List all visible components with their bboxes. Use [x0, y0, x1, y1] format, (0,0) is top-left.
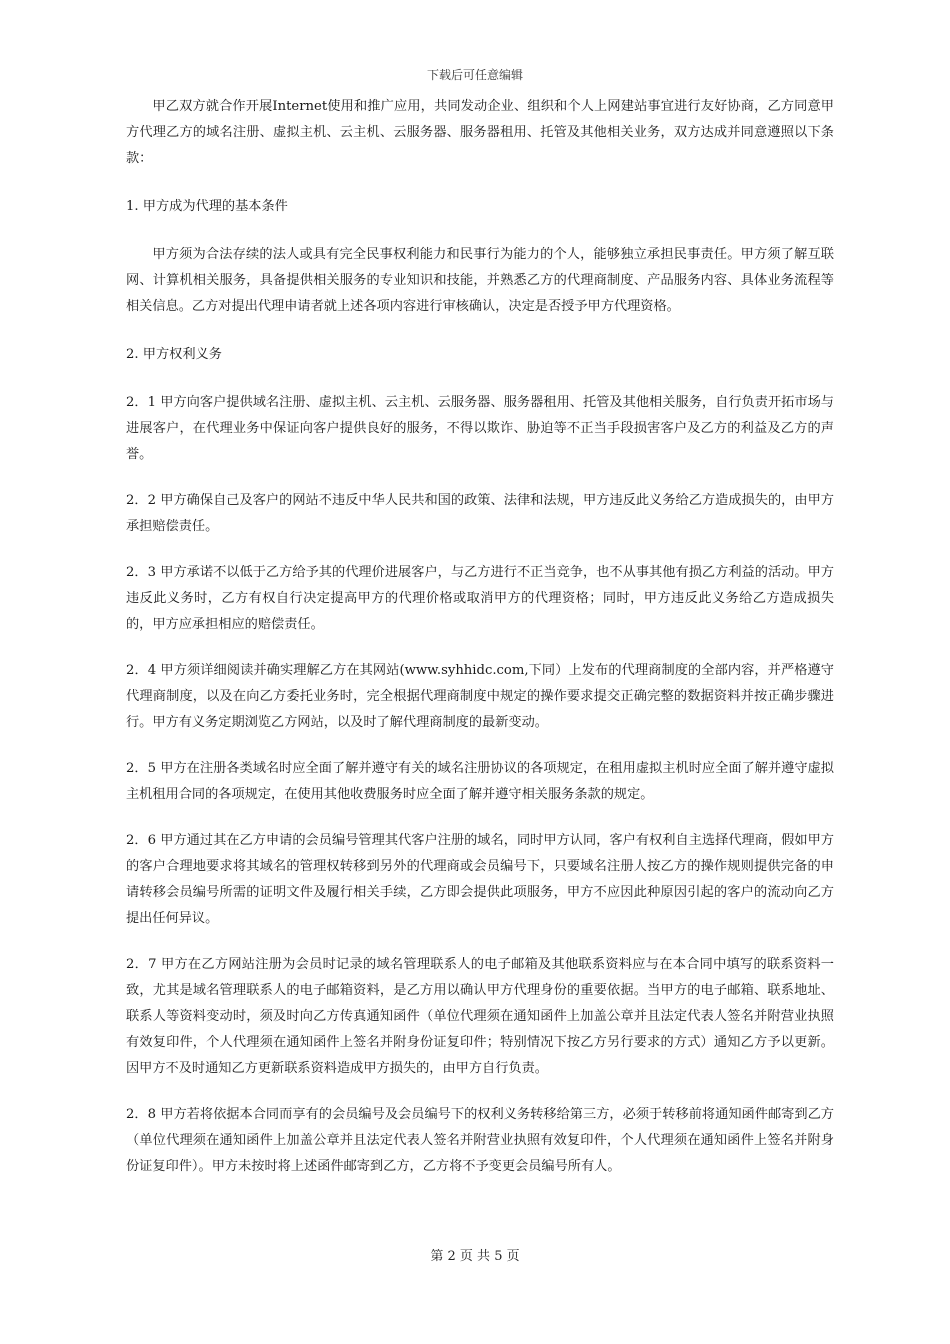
page-number: 第 2 页 共 5 页	[430, 1249, 520, 1264]
clause-2-3: 2．3 甲方承诺不以低于乙方给予其的代理价进展客户，与乙方进行不正当竞争，也不从事其他有损乙方利益的活动。甲方违反此义务时，乙方有权自行决定提高甲方的代理价格或取消甲方的代理资格；同时，甲方违反此义务给乙方造成损失的，甲方应承担相应的赔偿责任。	[126, 565, 834, 632]
clause-2-7: 2．7 甲方在乙方网站注册为会员时记录的域名管理联系人的电子邮箱及其他联系资料应与在本合同中填写的联系资料一致，尤其是域名管理联系人的电子邮箱资料，是乙方用以确认甲方代理身份的重要依据。当甲方的电子邮箱、联系地址、联系人等资料变动时，须及时向乙方传真通知函件（单位代理须在通知函件上加盖公章并且法定代表人签名并附营业执照有效复印件，个人代理须在通知函件上签名并附身份证复印件；特别情况下按乙方另行要求的方式）通知乙方予以更新。因甲方不及时通知乙方更新联系资料造成甲方损失的，由甲方自行负责。	[126, 957, 834, 1076]
section-2-heading: 2. 甲方权利义务	[126, 347, 222, 362]
page-header: 下载后可任意编辑	[426, 68, 523, 82]
clause-2-6: 2．6 甲方通过其在乙方申请的会员编号管理其代客户注册的域名，同时甲方认同，客户有权利自主选择代理商，假如甲方的客户合理地要求将其域名的管理权转移到另外的代理商或会员编号下，只要域名注册人按乙方的操作规则提供完备的申请转移会员编号所需的证明文件及履行相关手续，乙方即会提供此项服务，甲方不应因此种原因引起的客户的流动向乙方提出任何异议。	[126, 833, 834, 926]
clause-2-1: 2．1 甲方向客户提供域名注册、虚拟主机、云主机、云服务器、服务器租用、托管及其他相关服务，自行负责开拓市场与进展客户，在代理业务中保证向客户提供良好的服务，不得以欺诈、胁迫等不正当手段损害客户及乙方的利益及乙方的声誉。	[126, 395, 834, 462]
clause-2-2: 2．2 甲方确保自己及客户的网站不违反中华人民共和国的政策、法律和法规，甲方违反此义务给乙方造成损失的，由甲方承担赔偿责任。	[126, 493, 834, 534]
clause-2-5: 2．5 甲方在注册各类域名时应全面了解并遵守有关的域名注册协议的各项规定，在租用虚拟主机时应全面了解并遵守虚拟主机租用合同的各项规定，在使用其他收费服务时应全面了解并遵守相关服务条款的规定。	[126, 761, 834, 802]
section-1-body: 甲方须为合法存续的法人或具有完全民事权利能力和民事行为能力的个人，能够独立承担民事责任。甲方须了解互联网、计算机相关服务，具备提供相关服务的专业知识和技能，并熟悉乙方的代理商制度、产品服务内容、具体业务流程等相关信息。乙方对提出代理申请者就上述各项内容进行审核确认，决定是否授予甲方代理资格。	[126, 247, 834, 314]
clause-2-4: 2．4 甲方须详细阅读并确实理解乙方在其网站(www.syhhidc.com,下同）上发布的代理商制度的全部内容，并严格遵守代理商制度，以及在向乙方委托业务时，完全根据代理商制度中规定的操作要求提交正确完整的数据资料并按正确步骤进行。甲方有义务定期浏览乙方网站，以及时了解代理商制度的最新变动。	[126, 663, 834, 730]
document-body	[126, 94, 834, 1180]
section-1-heading: 1. 甲方成为代理的基本条件	[126, 199, 288, 214]
clause-2-8: 2．8 甲方若将依据本合同而享有的会员编号及会员编号下的权利义务转移给第三方，必须于转移前将通知函件邮寄到乙方（单位代理须在通知函件上加盖公章并且法定代表人签名并附营业执照有效复印件，个人代理须在通知函件上签名并附身份证复印件）。甲方未按时将上述函件邮寄到乙方，乙方将不予变更会员编号所有人。	[126, 1107, 834, 1174]
intro-paragraph: 甲乙双方就合作开展Internet使用和推广应用，共同发动企业、组织和个人上网建站事宜进行友好协商，乙方同意甲方代理乙方的域名注册、虚拟主机、云主机、云服务器、服务器租用、托管及其他相关业务，双方达成并同意遵照以下条款：	[126, 99, 834, 166]
